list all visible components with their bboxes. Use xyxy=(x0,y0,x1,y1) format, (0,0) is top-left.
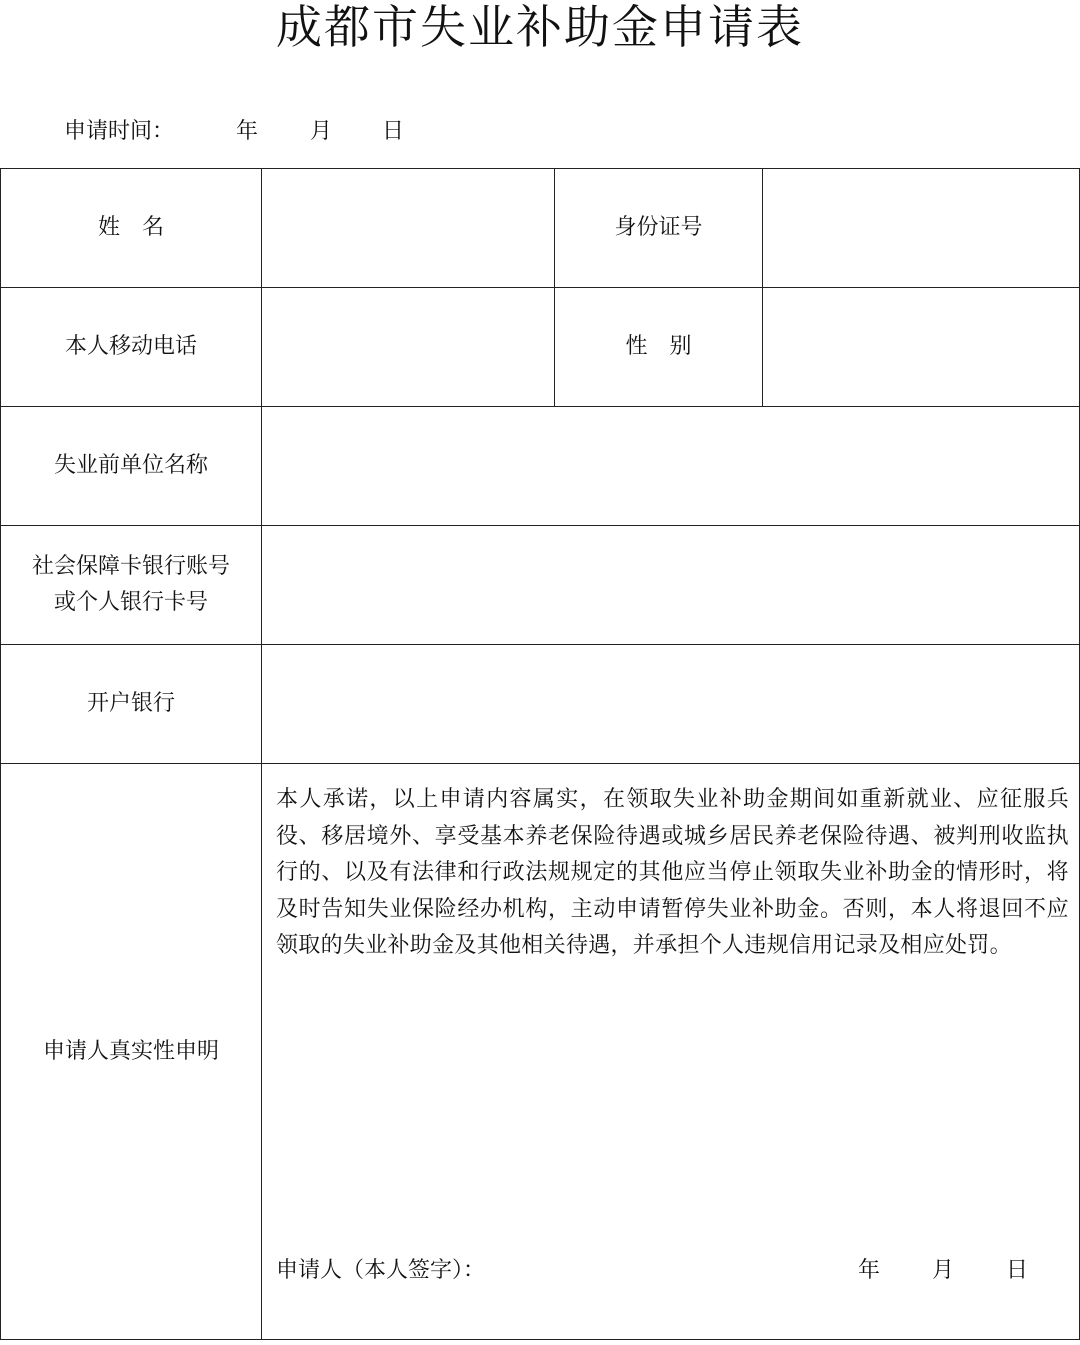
bank-account-label-line1: 社会保障卡银行账号 xyxy=(31,554,230,579)
form-title: 成都市失业补助金申请表 xyxy=(276,0,804,54)
application-form-table xyxy=(0,168,1080,1340)
bank-field[interactable] xyxy=(262,645,1080,764)
bank-label: 开户银行 xyxy=(1,645,262,764)
bank-account-label-line2: 或个人银行卡号 xyxy=(53,590,208,615)
id-number-field[interactable] xyxy=(763,169,1080,288)
sign-month: 月 xyxy=(932,1258,955,1283)
name-label: 姓 名 xyxy=(1,169,262,288)
prev-employer-label: 失业前单位名称 xyxy=(1,407,262,526)
name-field[interactable] xyxy=(262,169,555,288)
application-date-day: 日 xyxy=(382,119,405,144)
signature-label: 申请人（本人签字）： xyxy=(276,1258,486,1283)
gender-label: 性 别 xyxy=(555,288,763,407)
application-date-month: 月 xyxy=(310,119,333,144)
declaration-label: 申请人真实性申明 xyxy=(1,764,262,1340)
bank-account-field[interactable] xyxy=(262,526,1080,645)
sign-day: 日 xyxy=(1006,1258,1029,1283)
gender-field[interactable] xyxy=(763,288,1080,407)
id-number-label: 身份证号 xyxy=(555,169,763,288)
mobile-label: 本人移动电话 xyxy=(1,288,262,407)
signature-line xyxy=(276,1253,1069,1289)
bank-account-label xyxy=(1,526,262,645)
sign-year: 年 xyxy=(858,1258,881,1283)
declaration-text: 本人承诺，以上申请内容属实，在领取失业补助金期间如重新就业、应征服兵役、移居境外、享受基本养老保险待遇或城乡居民养老保险待遇、被判刑收监执行的、以及有法律和行政法规规定的其他应当停止领取失业补助金的情形时，将及时告知失业保险经办机构，主动申请暂停失业补助金。否则，本人将退回不应领取的失业补助金及其他相关待遇，并承担个人违规信用记录及相应处罚。 xyxy=(276,787,1069,958)
application-date-year: 年 xyxy=(236,119,259,144)
declaration-cell xyxy=(262,764,1080,1340)
mobile-field[interactable] xyxy=(262,288,555,407)
prev-employer-field[interactable] xyxy=(262,407,1080,526)
application-date-label: 申请时间： xyxy=(64,119,175,144)
